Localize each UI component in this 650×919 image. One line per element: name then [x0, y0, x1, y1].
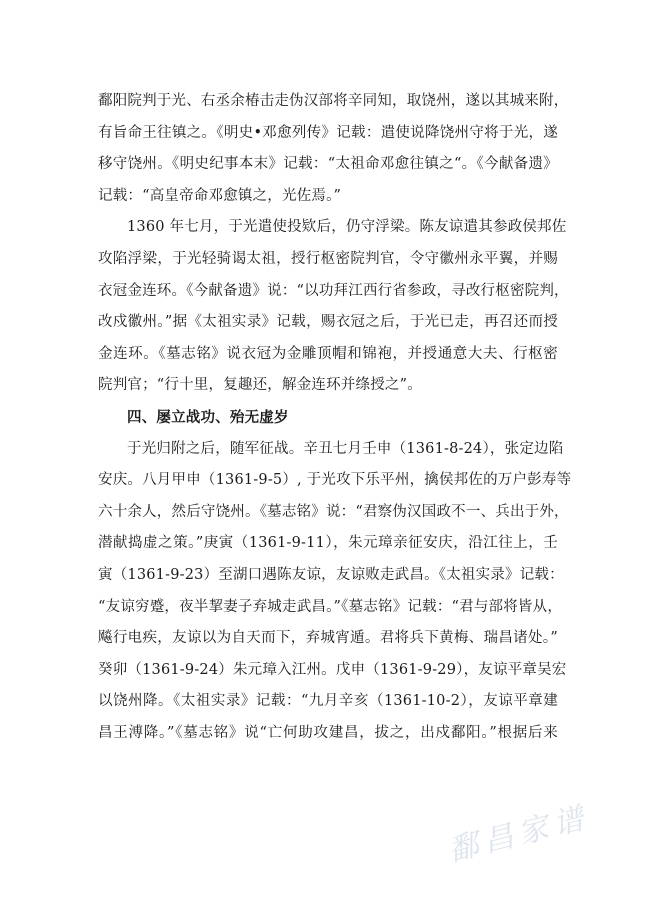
text-line: 六十余人，然后守饶州。《墓志铭》说：“君察伪汉国政不一、兵出于外，: [98, 503, 569, 520]
text-line: 以饶州降。《太祖实录》记载：“九月辛亥（1361-10-2），友谅平章建: [98, 693, 558, 710]
text-line: 癸卯（1361-9-24）朱元璋入江州。戊申（1361-9-29），友谅平章吴宏: [98, 661, 567, 678]
text-line: 潜献捣虚之策。”庚寅（1361-9-11），朱元璋亲征安庆，沿江往上，壬: [98, 535, 558, 552]
text-line: 有旨命王往镇之。《明史•邓愈列传》记载：遣使说降饶州守将于光，遂: [98, 124, 558, 141]
text-line: 攻陷浮梁，于光轻骑谒太祖，授行枢密院判官，令守徽州永平翼，并赐: [98, 250, 558, 267]
watermark: 鄱昌家谱: [444, 799, 593, 869]
text-line: 金连环。《墓志铭》说衣冠为金雕顶帽和锦袍，并授通意大夫、行枢密: [98, 345, 558, 362]
text-line: 寅（1361-9-23）至湖口遇陈友谅，友谅败走武昌。《太祖实录》记载：: [98, 566, 564, 583]
text-line: 安庆。八月甲申（1361-9-5）, 于光攻下乐平州，擒侯邦佐的万户彭寿等: [98, 472, 572, 489]
section-heading: 四、屡立战功、殆无虚岁: [127, 408, 289, 426]
text-line: 昌王溥降。”《墓志铭》说“亡何助攻建昌，拔之，出戍鄱阳。”根据后来: [98, 724, 558, 741]
body-text: [98, 86, 572, 749]
text-line: 飚行电疾，友谅以为自天而下，弃城宵遁。君将兵下黄梅、瑞昌诸处。”: [98, 630, 558, 647]
text-line: 改戍徽州。”据《太祖实录》记载，赐衣冠之后，于光已走，再召还而授: [98, 314, 558, 331]
text-line: 院判官；“行十里，复趣还，解金连环并绦授之”。: [98, 377, 422, 394]
text-line: “友谅穷蹙，夜半挈妻子弃城走武昌。”《墓志铭》记载：“君与部将皆从，: [98, 598, 563, 615]
text-line: 鄱阳院判于光、右丞余椿击走伪汉部将辛同知，取饶州，遂以其城来附，: [98, 93, 569, 109]
paragraph-start-line: 1360 年七月，于光遣使投欵后，仍守浮梁。陈友谅遣其参政侯邦佐: [127, 219, 567, 236]
text-line: 移守饶州。《明史纪事本末》记载：“太祖命邓愈往镇之“。《今献备遗》: [98, 156, 558, 173]
paragraph-start-line: 于光归附之后，随军征战。辛丑七月壬申（1361-8-24），张定边陷: [127, 440, 564, 457]
text-line: 记载：“高皇帝命邓愈镇之，光佐焉。”: [98, 187, 342, 204]
text-line: 衣冠金连环。《今献备遗》说：“以功拜江西行省参政，寻改行枢密院判，: [98, 282, 569, 299]
